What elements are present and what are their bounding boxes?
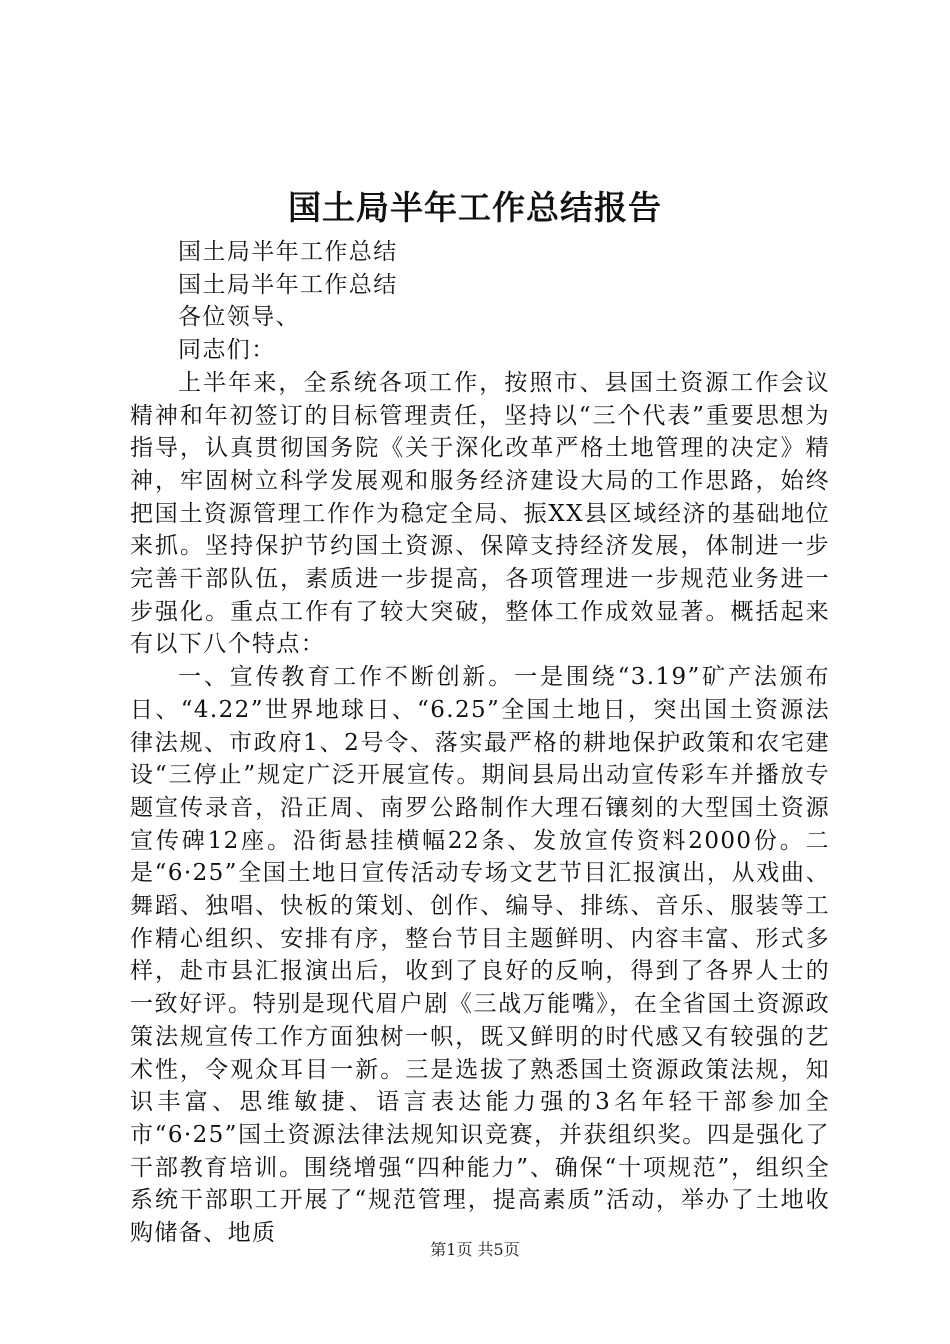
body-paragraph: 同志们： — [178, 337, 276, 364]
document-body — [130, 236, 830, 1250]
body-paragraph: 上半年来，全系统各项工作，按照市、县国土资源工作会议精神和年初签订的目标管理责任，坚持以“三个代表”重要思想为指导，认真贯彻国务院《关于深化改革严格土地管理的决定》精神，牢固树立科学发展观和服务经济建设大局的工作思路，始终把国土资源管理工作作为稳定全局、振XX县区域经济的基础地位来抓。坚持保护节约国土资源、保障支持经济发展，体制进一步完善干部队伍，素质进一步提高，各项管理进一步规范业务进一步强化。重点工作有了较大突破，整体工作成效显著。概括起来有以下八个特点： — [130, 369, 830, 658]
page-footer: 第1页 共5页 — [430, 1240, 520, 1259]
body-paragraph: 各位领导、 — [178, 304, 300, 331]
body-paragraph: 一、宣传教育工作不断创新。一是围绕“3.19”矿产法颁布日、“4.22”世界地球日、“6.25”全国土地日，突出国土资源法律法规、市政府1、2号令、落实最严格的耕地保护政策和农宅建设“三停止”规定广泛开展宣传。期间县局出动宣传彩车并播放专题宣传录音，沿正周、南罗公路制作大理石镶刻的大型国土资源宣传碑12座。沿街悬挂横幅22条、发放宣传资料2000份。二是“6·25”全国土地日宣传活动专场文艺节目汇报演出，从戏曲、舞蹈、独唱、快板的策划、创作、编导、排练、音乐、服装等工作精心组织、安排有序，整台节目主题鲜明、内容丰富、形式多样，赴市县汇报演出后，收到了良好的反响，得到了各界人士的一致好评。特别是现代眉户剧《三战万能嘴》，在全省国土资源政策法规宣传工作方面独树一帜，既又鲜明的时代感又有较强的艺术性，令观众耳目一新。三是选拔了熟悉国土资源政策法规，知识丰富、思维敏捷、语言表达能力强的3名年轻干部参加全市“6·25”国土资源法律法规知识竞赛，并获组织奖。四是强化了干部教育培训。围绕增强“四种能力”、确保“十项规范”，组织全系统干部职工开展了“规范管理，提高素质”活动，举办了土地收购储备、地质 — [130, 664, 830, 1247]
body-paragraph: 国土局半年工作总结 — [178, 239, 398, 265]
document-title: 国土局半年工作总结报告 — [288, 188, 662, 227]
body-paragraph: 国土局半年工作总结 — [178, 271, 398, 298]
